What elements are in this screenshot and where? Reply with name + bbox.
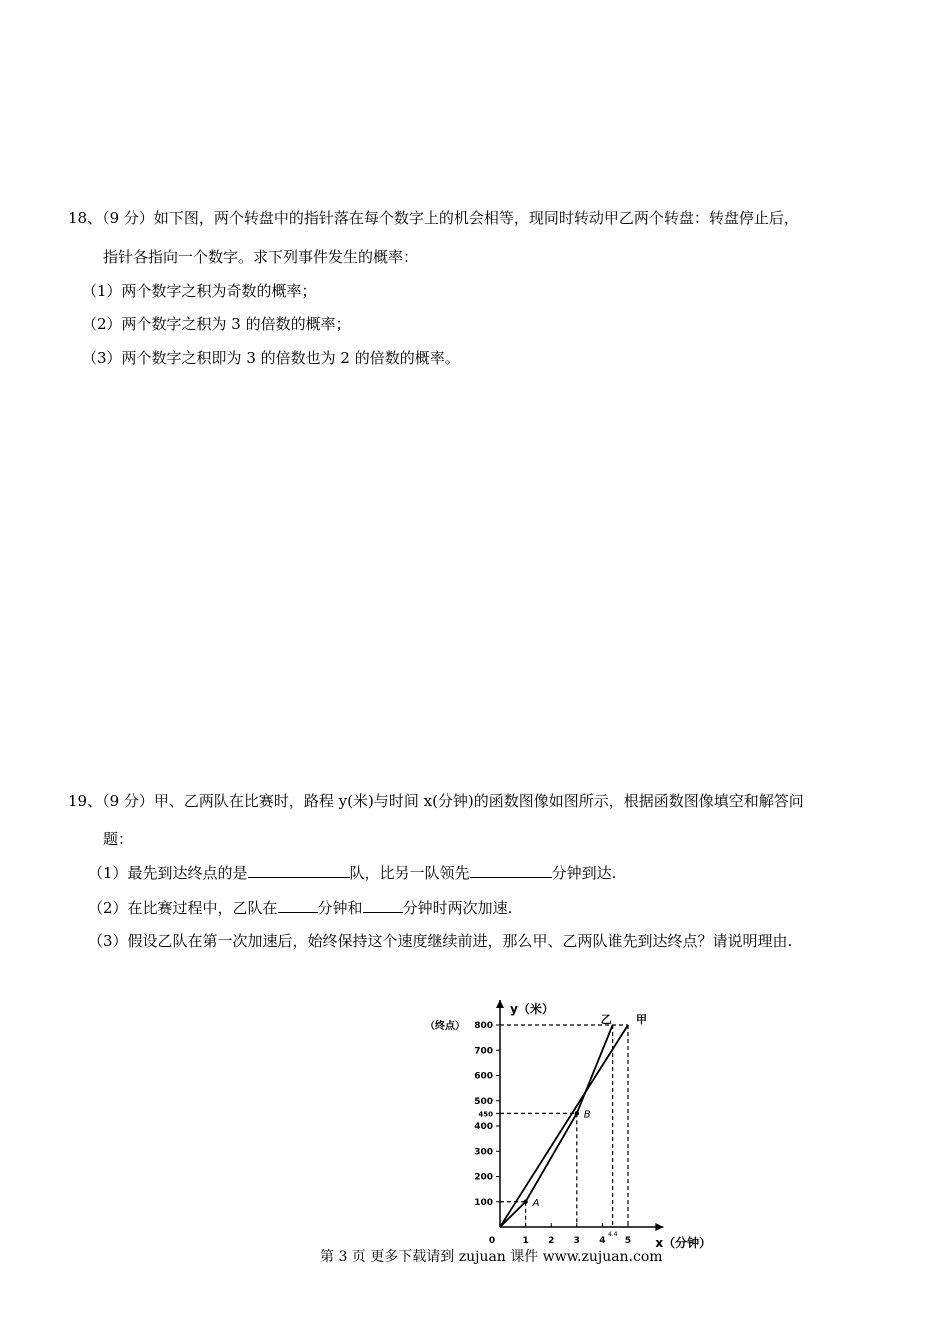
x-tick-label: 5	[624, 1236, 632, 1246]
x-tick-label-extra: 4.4	[607, 1231, 618, 1238]
page-footer: 第 3 页 更多下载请到 zujuan 课件 www.zujuan.com	[320, 1249, 663, 1265]
q18-line1: 18、（9 分）如下图，两个转盘中的指针落在每个数字上的机会相等，现同时转动甲乙两个转盘：转盘停止后，	[68, 209, 799, 227]
q19-line1: 19、（9 分）甲、乙两队在比赛时，路程 y(米)与时间 x(分钟)的函数图像如图所示，根据函数图像填空和解答问	[68, 792, 804, 810]
y-tick-label: 400	[474, 1122, 493, 1132]
q19-sub1	[88, 862, 616, 883]
x-tick-label: 3	[573, 1236, 580, 1246]
point-label: A	[532, 1197, 540, 1209]
y-axis-arrow	[496, 1000, 504, 1008]
q19-sub2	[88, 897, 512, 918]
answer-blank-lead-minutes[interactable]	[470, 862, 552, 878]
series-label: 甲	[636, 1013, 647, 1026]
y-tick-label: 450	[478, 1110, 493, 1119]
y-tick-label: 600	[474, 1071, 493, 1082]
q19-sub1-text-a: （1）最先到达终点的是	[88, 864, 248, 882]
answer-blank-accel-time-1[interactable]	[278, 897, 318, 913]
q19-sub2-text-a: （2）在比赛过程中，乙队在	[88, 899, 278, 917]
y-axis-label: y（米）	[510, 1002, 554, 1016]
x-tick-label: 4	[599, 1236, 606, 1246]
y-tick-label: 700	[474, 1046, 493, 1057]
distance-time-chart	[415, 995, 715, 1260]
point-label: B	[583, 1109, 591, 1121]
series-line-jia	[500, 1025, 628, 1227]
point-marker	[575, 1111, 579, 1115]
series-line-yi	[500, 1025, 613, 1227]
y-tick-label: 500	[474, 1096, 493, 1107]
point-marker	[523, 1200, 527, 1204]
q18-sub2: （2）两个数字之积为 3 的倍数的概率；	[82, 315, 351, 333]
q19-sub1-text-c: 分钟到达.	[551, 864, 617, 882]
x-tick-label: 0	[488, 1236, 496, 1246]
y-tick-label: 800	[474, 1021, 493, 1031]
series-label: 乙	[600, 1013, 612, 1026]
q18-sub3: （3）两个数字之积即为 3 的倍数也为 2 的倍数的概率。	[82, 349, 460, 367]
q18-line2: 指针各指向一个数字。求下列事件发生的概率：	[103, 248, 419, 266]
x-axis-arrow	[655, 1223, 663, 1231]
q19-sub2-text-b: 分钟和	[317, 899, 363, 917]
q19-sub3: （3）假设乙队在第一次加速后，始终保持这个速度继续前进，那么甲、乙两队谁先到达终点？请说明理由.	[88, 932, 793, 950]
answer-blank-first-team[interactable]	[248, 862, 350, 878]
q19-sub2-text-c: 分钟时两次加速.	[402, 899, 513, 917]
answer-blank-accel-time-2[interactable]	[363, 897, 403, 913]
q19-sub1-text-b: 队，比另一队领先	[349, 864, 470, 882]
y-tick-label: 200	[474, 1172, 493, 1183]
q19-line2: 题：	[103, 830, 134, 848]
x-tick-label: 1	[522, 1236, 529, 1246]
x-axis-label: x（分钟）	[655, 1236, 712, 1250]
y-tick-label: 100	[474, 1197, 493, 1208]
q18-sub1: （1）两个数字之积为奇数的概率；	[82, 282, 317, 300]
x-tick-label: 2	[548, 1236, 555, 1246]
y-tick-label: 300	[474, 1147, 493, 1158]
finish-line-label: （终点）	[425, 1021, 465, 1032]
